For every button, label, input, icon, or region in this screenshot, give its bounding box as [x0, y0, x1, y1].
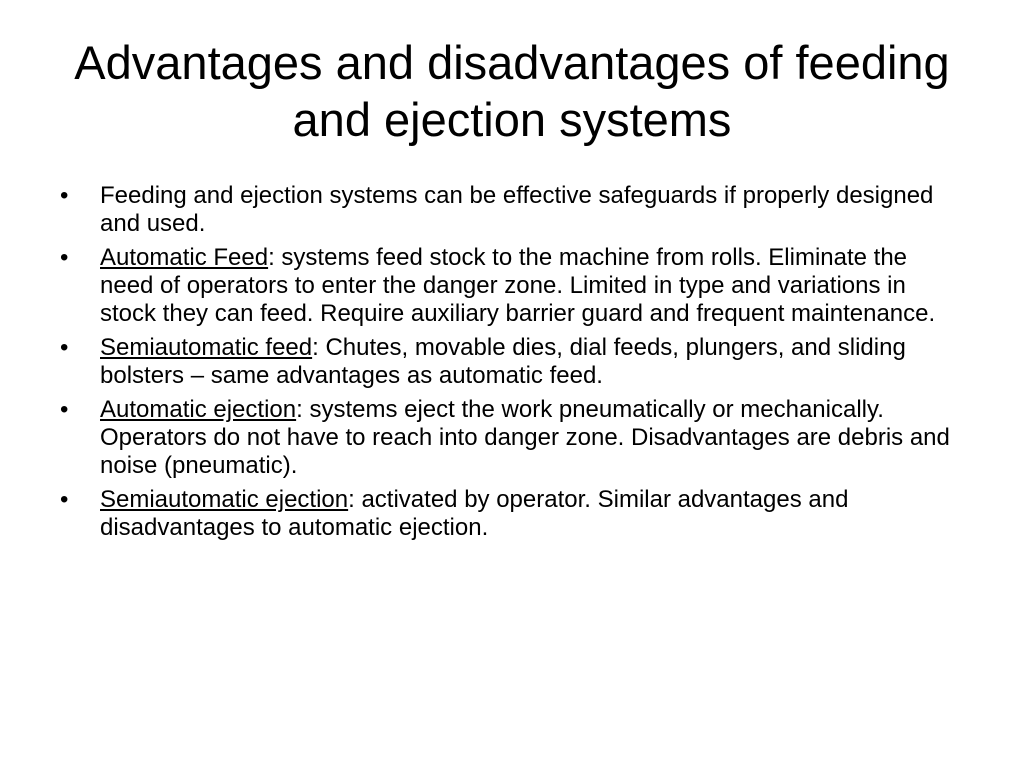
bullet-list — [60, 182, 960, 548]
bullet-text: : Chutes, movable dies, dial feeds, plungers, and sliding bolsters – same advantages as automatic feed. — [100, 334, 906, 389]
bullet-text: : activated by operator. Similar advantages and disadvantages to automatic ejection. — [100, 486, 849, 541]
bullet-item-automatic-ejection — [60, 396, 960, 480]
bullet-marker: • — [60, 244, 69, 271]
bullet-item-semiautomatic-feed — [60, 334, 960, 390]
bullet-text: : systems eject the work pneumatically or mechanically. Operators do not have to reach into danger zone. Disadvantages are debris and noise (pneumatic). — [100, 396, 950, 479]
bullet-text: : systems feed stock to the machine from rolls. Eliminate the need of operators to enter the danger zone. Limited in type and variations in stock they can feed. Require auxiliary barrier guard and frequent maintenance. — [100, 244, 936, 327]
slide-title: Advantages and disadvantages of feeding and ejection systems — [74, 36, 950, 146]
bullet-item-semiautomatic-ejection — [60, 486, 960, 542]
bullet-term: Semiautomatic ejection — [100, 486, 349, 513]
bullet-text: Feeding and ejection systems can be effective safeguards if properly designed and used. — [100, 182, 934, 237]
bullet-marker: • — [60, 182, 69, 209]
bullet-marker: • — [60, 486, 69, 513]
bullet-term: Automatic Feed — [100, 244, 269, 271]
bullet-item-safeguards — [60, 182, 960, 238]
bullet-marker: • — [60, 334, 69, 361]
bullet-item-automatic-feed — [60, 244, 960, 328]
bullet-term: Semiautomatic feed — [100, 334, 313, 361]
bullet-marker: • — [60, 396, 69, 423]
bullet-term: Automatic ejection — [100, 396, 297, 423]
